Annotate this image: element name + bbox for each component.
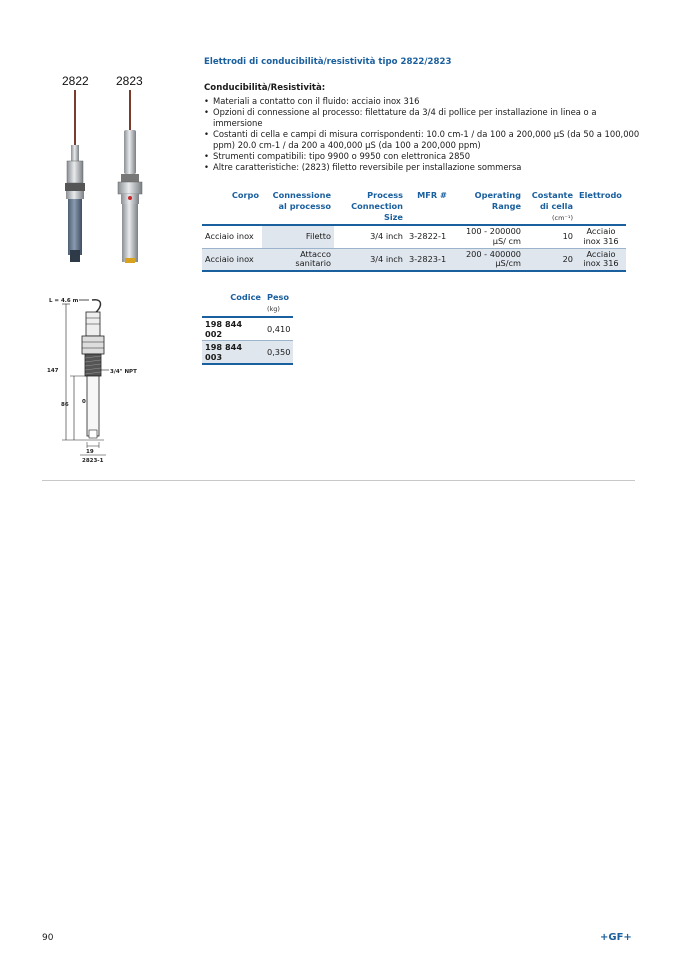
cell-peso: 0,410 <box>264 317 293 341</box>
feature-item: • Materiali a contatto con il fluido: acciaio inox 316 <box>204 96 644 107</box>
dimension-86: 86 <box>61 402 69 408</box>
section-heading: Conducibilità/Resistività: <box>204 83 326 93</box>
cell-connessione: Filetto <box>262 225 334 248</box>
cell-mfr: 3-2823-1 <box>406 248 458 271</box>
cell-codice: 198 844 003 <box>202 341 264 365</box>
cell-mfr: 3-2822-1 <box>406 225 458 248</box>
electrode-photo-svg <box>55 90 165 270</box>
section-divider <box>42 480 635 481</box>
photo-label-2822: 2822 <box>62 74 89 88</box>
header-costante-unit: (cm⁻¹) <box>551 214 573 222</box>
model-label: 2823-1 <box>82 458 104 464</box>
product-photo <box>55 70 165 270</box>
table-row <box>202 341 293 365</box>
technical-drawing <box>44 290 154 465</box>
feature-item: • Altre caratteristiche: (2823) filetto reversibile per installazione sommersa <box>204 162 644 173</box>
header-corpo: Corpo <box>231 190 259 200</box>
header-peso-unit: (kg) <box>267 305 280 313</box>
cell-range: 100 - 200000 μS/ cm <box>458 225 524 248</box>
table-row <box>202 248 626 271</box>
header-process-connection-size: Process Connection Size <box>351 190 403 222</box>
cell-corpo: Acciaio inox <box>202 225 262 248</box>
header-peso-label: Peso <box>267 292 290 302</box>
cable-length-label: L = 4.6 m <box>49 298 79 304</box>
cell-corpo: Acciaio inox <box>202 248 262 271</box>
electrode-2822 <box>65 90 85 262</box>
cell-elettrodo: Acciaio inox 316 <box>576 248 626 271</box>
dimension-19: 19 <box>86 449 94 455</box>
electrode-2823 <box>118 90 142 263</box>
cell-size: 3/4 inch <box>334 225 406 248</box>
cell-costante: 10 <box>524 225 576 248</box>
order-code-table <box>202 292 293 365</box>
document-title: Elettrodi di conducibilità/resistività tipo 2822/2823 <box>204 57 452 67</box>
cell-connessione: Attacco sanitario <box>262 248 334 271</box>
header-elettrodo: Elettrodo <box>579 190 622 200</box>
drawing-svg <box>44 290 154 465</box>
cell-peso: 0,350 <box>264 341 293 365</box>
cell-size: 3/4 inch <box>334 248 406 271</box>
header-connessione: Connessione al processo <box>272 190 331 211</box>
cell-codice: 198 844 002 <box>202 317 264 341</box>
brand-logo: +GF+ <box>600 932 632 943</box>
cell-elettrodo: Acciaio inox 316 <box>576 225 626 248</box>
dimension-147: 147 <box>47 368 59 374</box>
feature-item: • Strumenti compatibili: tipo 9900 o 9950 con elettronica 2850 <box>204 151 644 162</box>
thread-label: 3/4" NPT <box>110 369 137 375</box>
header-costante-label: Costante di cella <box>531 190 573 211</box>
feature-item: • Costanti di cella e campi di misura corrispondenti: 10.0 cm-1 / da 100 a 200,000 μS (da 50 a 100,000 ppm) 20.0 cm-1 / da 200 a 400,000 μS (da 100 a 200,000 ppm) <box>204 129 644 151</box>
header-peso <box>264 292 293 317</box>
diameter-symbol: 0 <box>82 399 86 405</box>
cell-range: 200 - 400000 μS/cm <box>458 248 524 271</box>
header-mfr: MFR # <box>417 190 447 200</box>
cell-costante: 20 <box>524 248 576 271</box>
photo-label-2823: 2823 <box>116 74 143 88</box>
page-number: 90 <box>42 933 54 943</box>
specifications-table <box>202 190 626 272</box>
feature-list <box>204 96 644 173</box>
header-costante <box>524 190 576 225</box>
header-codice: Codice <box>230 292 261 302</box>
table-row <box>202 225 626 248</box>
table-row <box>202 317 293 341</box>
feature-item: • Opzioni di connessione al processo: filettature da 3/4 di pollice per installazione in linea o a immersione <box>204 107 644 129</box>
header-operating-range: Operating Range <box>474 190 521 211</box>
